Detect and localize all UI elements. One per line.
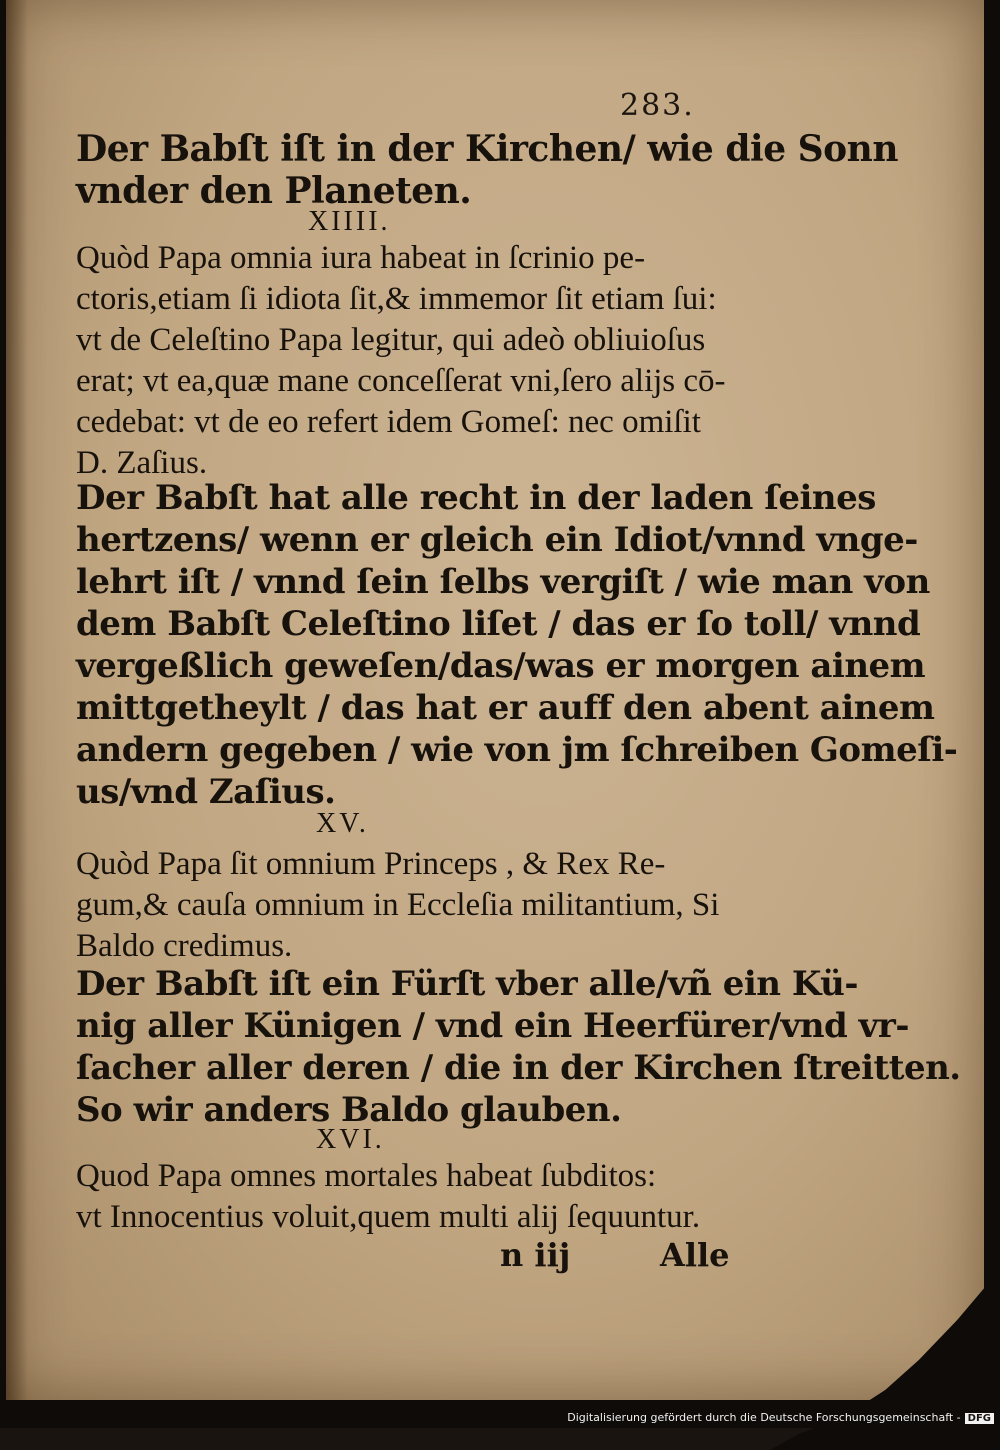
credit-text: Digitalisierung gefördert durch die Deutsche Forschungsgemeinschaft - [567, 1411, 961, 1424]
latin-line: ctoris,etiam ſi idiota ſit,& immemor ſit etiam ſui: [76, 281, 717, 317]
latin-line: Quod Papa omnes mortales habeat ſubditos: [76, 1158, 657, 1194]
german-line: Der Babſt hat alle recht in der laden ſeines [76, 478, 876, 518]
german-line: mittgetheylt / das hat er auff den abent ainem [76, 688, 935, 728]
catchword: Alle [660, 1236, 730, 1274]
section-numeral: XVI. [316, 1124, 385, 1155]
signature-mark: n iij [500, 1236, 571, 1274]
german-line: us/vnd Zaſius. [76, 772, 336, 812]
german-line: Der Babſt iſt ein Fürſt vber alle/vñ ein Kü- [76, 964, 858, 1004]
latin-line: Quòd Papa ſit omnium Princeps , & Rex Re- [76, 846, 666, 882]
german-line: hertzens/ wenn er gleich ein Idiot/vnnd vnge- [76, 520, 918, 560]
german-line: lehrt iſt / vnnd ſein ſelbs vergiſt / wie man von [76, 562, 930, 602]
german-line: dem Babſt Celeſtino liſet / das er ſo toll/ vnnd [76, 604, 921, 644]
heading-line: vnder den Planeten. [76, 170, 472, 212]
german-line: So wir anders Baldo glauben. [76, 1090, 622, 1130]
german-line: nig aller Künigen / vnd ein Heerfürer/vnd vr- [76, 1006, 909, 1046]
heading-line: Der Babſt iſt in der Kirchen/ wie die Sonn [76, 128, 899, 170]
latin-line: erat; vt ea,quæ mane conceſſerat vni,ſero alĳs cō- [76, 363, 726, 399]
section-numeral: XV. [316, 808, 369, 839]
latin-line: gum,& cauſa omnium in Eccleſia militantium, Si [76, 887, 720, 923]
latin-line: Quòd Papa omnia iura habeat in ſcrinio pe- [76, 240, 646, 276]
page-spine-shadow [6, 0, 28, 1400]
section-numeral: XIIII. [308, 206, 391, 237]
page-number: 283. [620, 88, 695, 123]
german-line: andern gegeben / wie von jm ſchreiben Gomeſi- [76, 730, 958, 770]
latin-line: cedebat: vt de eo refert idem Gomeſ: nec omiſit [76, 404, 701, 440]
latin-line: D. Zaſius. [76, 445, 208, 481]
german-line: vergeßlich geweſen/das/was er morgen ainem [76, 646, 926, 686]
dfg-logo-badge: DFG [965, 1413, 994, 1424]
digitization-credit [567, 1411, 994, 1424]
latin-line: vt Innocentius voluit,quem multi alĳ ſequuntur. [76, 1199, 701, 1235]
latin-line: Baldo credimus. [76, 928, 293, 964]
german-line: ſacher aller deren / die in der Kirchen ſtreitten. [76, 1048, 961, 1088]
latin-line: vt de Celeſtino Papa legitur, qui adeò obliuioſus [76, 322, 706, 358]
